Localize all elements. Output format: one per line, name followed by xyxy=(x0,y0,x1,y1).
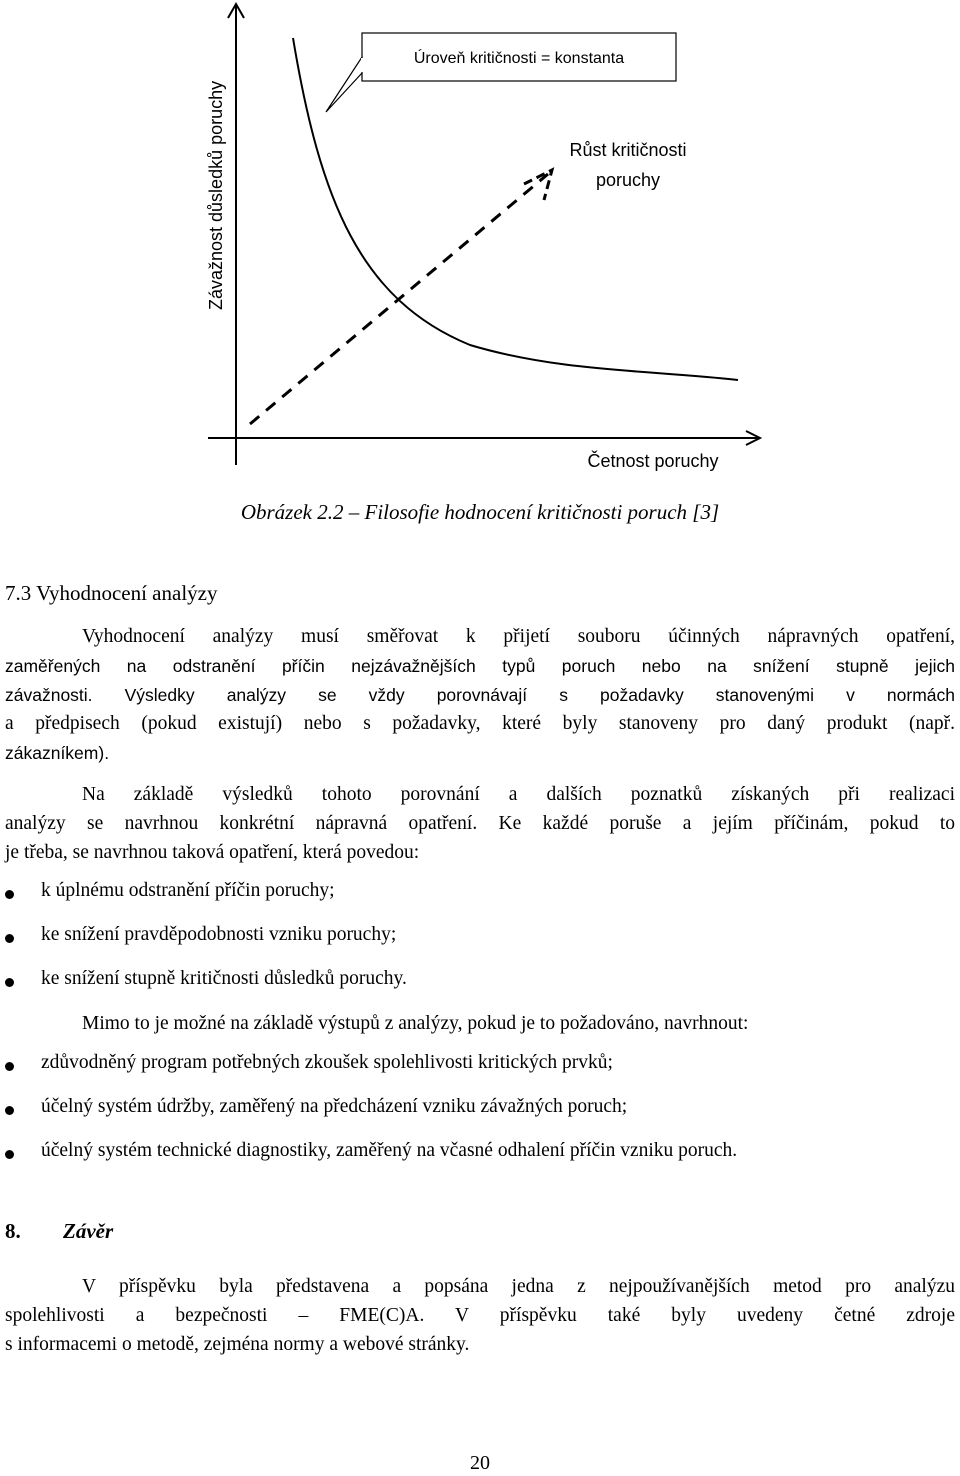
paragraph-line: závažnosti. Výsledky analýzy se vždy porovnávají s požadavky stanovenými v normách xyxy=(5,685,955,705)
paragraph-line: zákazníkem). xyxy=(5,743,110,763)
callout-growth-text-1: Růst kritičnosti xyxy=(569,140,687,160)
paragraph-line: Vyhodnocení analýzy musí směřovat k přijetí souboru účinných nápravných opatření, xyxy=(82,626,955,647)
callout-growth-text-2: poruchy xyxy=(595,170,661,190)
paragraph-line: a předpisech (pokud existují) nebo s požadavky, které byly stanoveny pro daný produkt (např. xyxy=(5,713,955,734)
paragraph-line: spolehlivosti a bezpečnosti – FME(C)A. V příspěvku také byly uvedeny četné zdroje xyxy=(5,1305,955,1326)
section-number: 8. xyxy=(5,1219,21,1243)
constant-criticality-curve xyxy=(293,38,738,380)
callout-constant-text: Úroveň kritičnosti = konstanta xyxy=(413,50,625,67)
paragraph-line: zaměřených na odstranění příčin nejzávažnějších typů poruch nebo na snížení stupně jejich xyxy=(5,656,955,676)
bullet-icon xyxy=(5,934,14,943)
list-item-text: ke snížení pravděpodobnosti vzniku poruchy; xyxy=(41,924,397,945)
bullet-icon xyxy=(5,1150,14,1159)
bullet-icon xyxy=(5,978,14,987)
paragraph-line: Mimo to je možné na základě výstupů z analýzy, pokud je to požadováno, navrhnout: xyxy=(82,1013,749,1034)
list-item-text: účelný systém údržby, zaměřený na předcházení vzniku závažných poruch; xyxy=(41,1096,628,1117)
callout-pointer xyxy=(326,57,362,112)
bullet-icon xyxy=(5,1062,14,1071)
list-item-text: zdůvodněný program potřebných zkoušek spolehlivosti kritických prvků; xyxy=(41,1052,613,1073)
paragraph-line: Na základě výsledků tohoto porovnání a dalších poznatků získaných při realizaci xyxy=(82,784,955,805)
figure-caption: Obrázek 2.2 – Filosofie hodnocení kritičnosti poruch [3] xyxy=(240,500,720,524)
list-item xyxy=(0,1052,960,1082)
paragraph-line: V příspěvku byla představena a popsána jedna z nejpoužívanějších metod pro analýzu xyxy=(82,1276,955,1297)
criticality-growth-line xyxy=(250,174,548,424)
paragraph-line: analýzy se navrhnou konkrétní nápravná opatření. Ke každé poruše a jejím příčinám, pokud to xyxy=(5,813,955,834)
list-item xyxy=(0,880,960,910)
list-item xyxy=(0,1140,960,1170)
criticality-figure xyxy=(0,0,960,500)
list-item xyxy=(0,1096,960,1126)
list-item-text: účelný systém technické diagnostiky, zaměřený na včasné odhalení příčin vzniku poruch. xyxy=(41,1140,738,1161)
x-axis-label: Četnost poruchy xyxy=(587,451,719,471)
bullet-icon xyxy=(5,1106,14,1115)
bullet-icon xyxy=(5,890,14,899)
section-heading: 7.3 Vyhodnocení analýzy xyxy=(5,581,218,605)
page-number: 20 xyxy=(470,1452,490,1474)
section-title: Závěr xyxy=(63,1219,114,1243)
paragraph-line: s informacemi o metodě, zejména normy a webové stránky. xyxy=(5,1334,470,1355)
list-item-text: ke snížení stupně kritičnosti důsledků poruchy. xyxy=(41,968,407,989)
y-axis-label: Závažnost důsledků poruchy xyxy=(206,80,226,310)
list-item-text: k úplnému odstranění příčin poruchy; xyxy=(41,880,335,901)
paragraph-line: je třeba, se navrhnou taková opatření, která povedou: xyxy=(5,842,420,863)
list-item xyxy=(0,924,960,954)
list-item xyxy=(0,968,960,998)
